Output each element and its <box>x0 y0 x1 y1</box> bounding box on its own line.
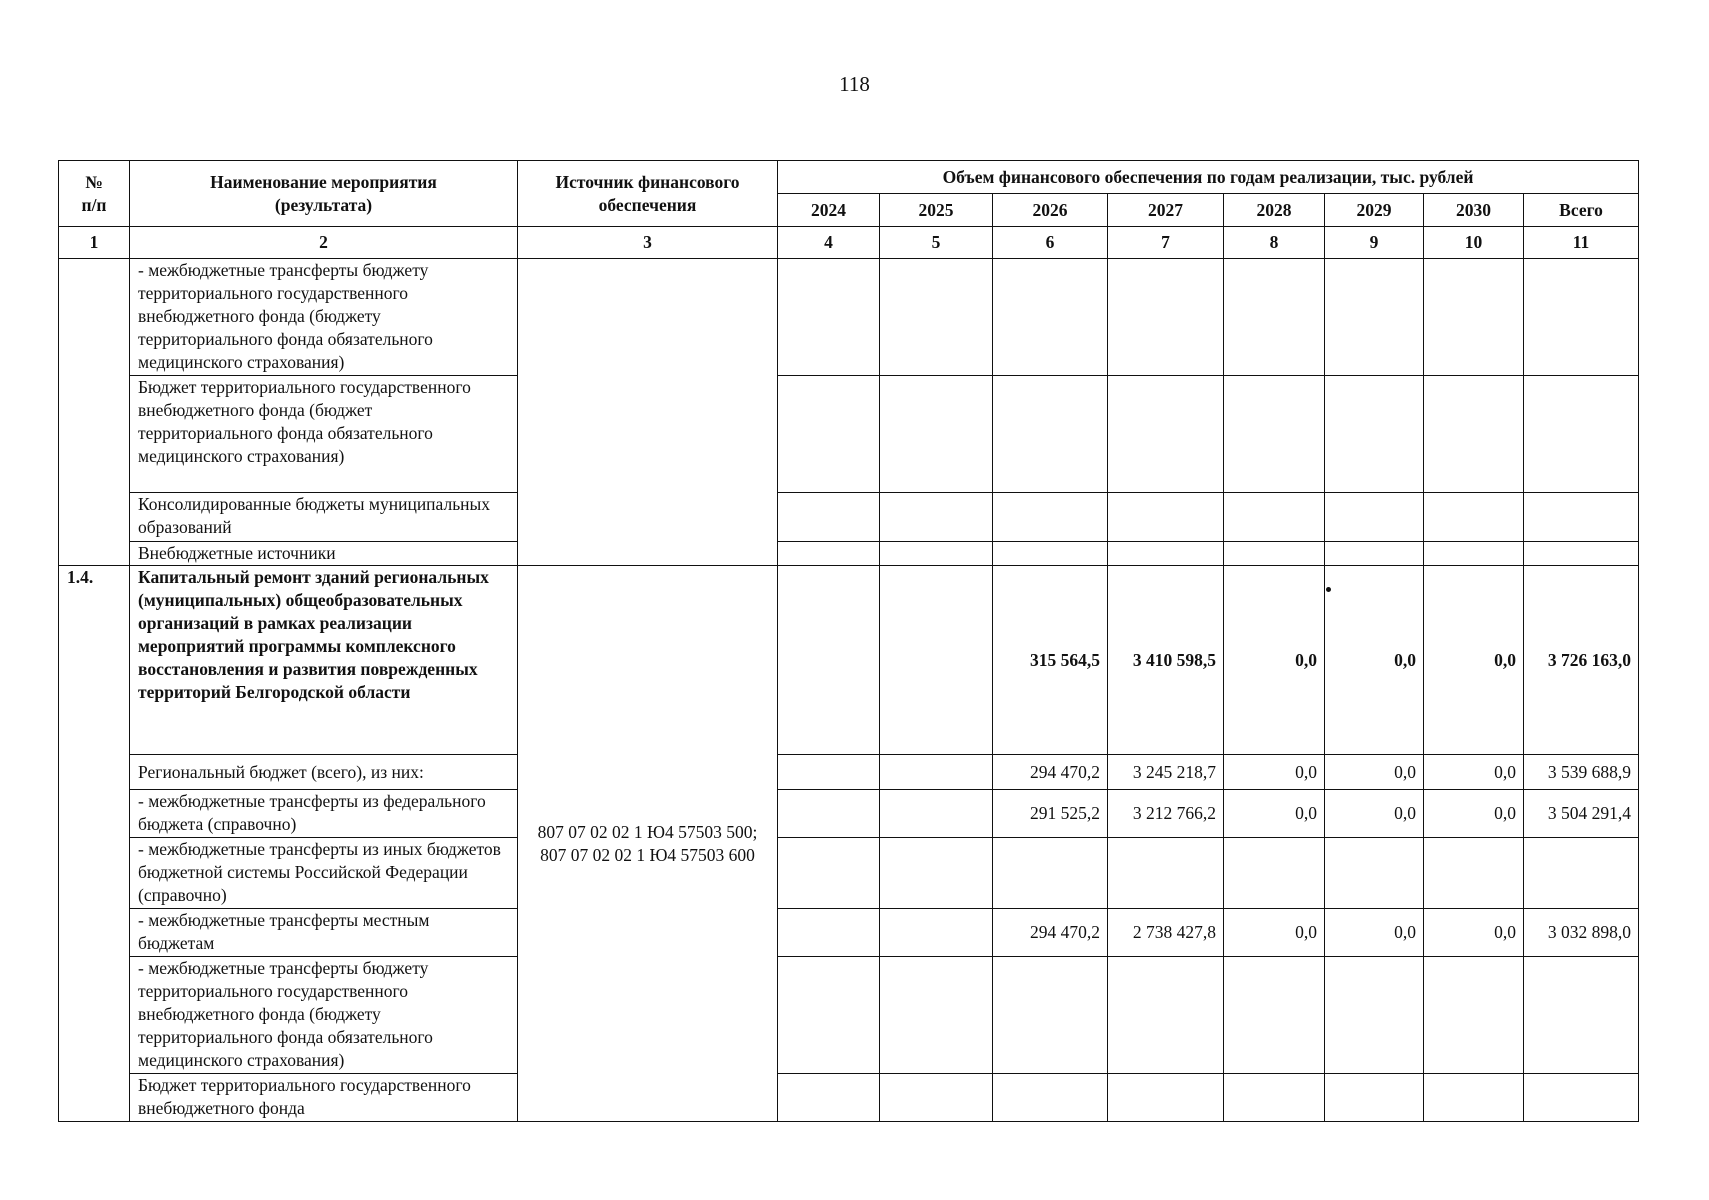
cell-2026: 294 470,2 <box>993 909 1108 957</box>
cell-2027: 3 245 218,7 <box>1108 755 1224 790</box>
cell-2027: 3 212 766,2 <box>1108 790 1224 838</box>
column-number: 5 <box>880 227 993 259</box>
cell-2024 <box>778 1074 880 1122</box>
cell-2028: 0,0 <box>1224 790 1325 838</box>
column-number: 7 <box>1108 227 1224 259</box>
cell-2029: 0,0 <box>1325 790 1424 838</box>
row-number: 1.4. <box>59 566 130 1122</box>
cell-2029: 0,0 <box>1325 909 1424 957</box>
cell-2027: 2 738 427,8 <box>1108 909 1224 957</box>
cell-2025 <box>880 755 993 790</box>
table-row <box>59 755 1639 790</box>
cell-2028 <box>1224 838 1325 909</box>
cell-2030: 0,0 <box>1424 566 1524 755</box>
table-row <box>59 909 1639 957</box>
cell-2030 <box>1424 838 1524 909</box>
row-source-empty <box>518 259 778 566</box>
cell-2029 <box>1325 957 1424 1074</box>
cell-2024 <box>778 838 880 909</box>
row-name: - межбюджетные трансферты из иных бюджетов бюджетной системы Российской Федерации (справочно) <box>130 838 518 909</box>
cell-2026: 294 470,2 <box>993 755 1108 790</box>
row-name: Капитальный ремонт зданий региональных (муниципальных) общеобразовательных организаций в рамках реализации мероприятий программы комплексного восстановления и развития поврежденных территорий Белгородской области <box>130 566 518 755</box>
cell-2028: 0,0 <box>1224 566 1325 755</box>
header-volume: Объем финансового обеспечения по годам реализации, тыс. рублей <box>778 161 1639 194</box>
row-name: Бюджет территориального государственного внебюджетного фонда <box>130 1074 518 1122</box>
budget-table <box>58 160 1639 1122</box>
header-year-2029: 2029 <box>1325 194 1424 227</box>
table-row <box>59 493 1639 542</box>
scan-speck <box>1326 587 1331 592</box>
cell-2030: 0,0 <box>1424 755 1524 790</box>
cell-2030: 0,0 <box>1424 909 1524 957</box>
cell-2027 <box>1108 838 1224 909</box>
row-name: - межбюджетные трансферты бюджету территориального государственного внебюджетного фонда (бюджету территориального фонда обязательного медицинского страхования) <box>130 259 518 376</box>
cell-2029: 0,0 <box>1325 755 1424 790</box>
header-year-2025: 2025 <box>880 194 993 227</box>
cell-2030 <box>1424 957 1524 1074</box>
cell-total: 3 539 688,9 <box>1524 755 1639 790</box>
column-number: 11 <box>1524 227 1639 259</box>
cell-2029: 0,0 <box>1325 566 1424 755</box>
cell-2028: 0,0 <box>1224 755 1325 790</box>
cell-2024 <box>778 755 880 790</box>
cell-2024 <box>778 566 880 755</box>
cell-2025 <box>880 838 993 909</box>
cell-2029 <box>1325 1074 1424 1122</box>
cell-2026: 291 525,2 <box>993 790 1108 838</box>
cell-total: 3 726 163,0 <box>1524 566 1639 755</box>
page-number: 118 <box>839 72 870 96</box>
column-number: 6 <box>993 227 1108 259</box>
header-year-2027: 2027 <box>1108 194 1224 227</box>
column-number: 3 <box>518 227 778 259</box>
cell-2027 <box>1108 957 1224 1074</box>
row-name: Консолидированные бюджеты муниципальных образований <box>130 493 518 542</box>
cell-2025 <box>880 957 993 1074</box>
cell-total <box>1524 1074 1639 1122</box>
row-name: - межбюджетные трансферты из федерального бюджета (справочно) <box>130 790 518 838</box>
row-number-empty <box>59 259 130 566</box>
cell-2025 <box>880 566 993 755</box>
table-row <box>59 376 1639 493</box>
cell-2025 <box>880 909 993 957</box>
header-total: Всего <box>1524 194 1639 227</box>
column-number: 2 <box>130 227 518 259</box>
column-number: 10 <box>1424 227 1524 259</box>
table-row <box>59 957 1639 1074</box>
row-source: 807 07 02 02 1 Ю4 57503 500; 807 07 02 02 1 Ю4 57503 600 <box>518 566 778 1122</box>
cell-total: 3 504 291,4 <box>1524 790 1639 838</box>
cell-total: 3 032 898,0 <box>1524 909 1639 957</box>
cell-2028: 0,0 <box>1224 909 1325 957</box>
header-year-2026: 2026 <box>993 194 1108 227</box>
cell-2026 <box>993 957 1108 1074</box>
cell-2027: 3 410 598,5 <box>1108 566 1224 755</box>
table-row <box>59 838 1639 909</box>
column-numbers-row <box>59 227 1639 259</box>
header-row <box>59 161 1639 194</box>
column-number: 8 <box>1224 227 1325 259</box>
header-name: Наименование мероприятия (результата) <box>130 161 518 227</box>
cell-2026 <box>993 838 1108 909</box>
row-name: Бюджет территориального государственного внебюджетного фонда (бюджет территориального фонда обязательного медицинского страхования) <box>130 376 518 493</box>
cell-2024 <box>778 957 880 1074</box>
table-row <box>59 790 1639 838</box>
cell-total <box>1524 957 1639 1074</box>
cell-2030 <box>1424 1074 1524 1122</box>
row-name: - межбюджетные трансферты местным бюджетам <box>130 909 518 957</box>
header-num: № п/п <box>59 161 130 227</box>
cell-2024 <box>778 790 880 838</box>
header-year-2028: 2028 <box>1224 194 1325 227</box>
table-row <box>59 566 1639 755</box>
column-number: 4 <box>778 227 880 259</box>
cell-2026 <box>993 1074 1108 1122</box>
cell-2030: 0,0 <box>1424 790 1524 838</box>
header-year-2030: 2030 <box>1424 194 1524 227</box>
table-row <box>59 1074 1639 1122</box>
row-name: Региональный бюджет (всего), из них: <box>130 755 518 790</box>
cell-2025 <box>880 1074 993 1122</box>
cell-2027 <box>1108 1074 1224 1122</box>
cell-total <box>1524 838 1639 909</box>
cell-2026: 315 564,5 <box>993 566 1108 755</box>
row-name: - межбюджетные трансферты бюджету территориального государственного внебюджетного фонда (бюджету территориального фонда обязательного медицинского страхования) <box>130 957 518 1074</box>
header-year-2024: 2024 <box>778 194 880 227</box>
column-number: 9 <box>1325 227 1424 259</box>
cell-2028 <box>1224 957 1325 1074</box>
table-row <box>59 542 1639 566</box>
cell-2025 <box>880 790 993 838</box>
cell-2028 <box>1224 1074 1325 1122</box>
cell-2024 <box>778 909 880 957</box>
row-name: Внебюджетные источники <box>130 542 518 566</box>
column-number: 1 <box>59 227 130 259</box>
table-row <box>59 259 1639 376</box>
header-source: Источник финансового обеспечения <box>518 161 778 227</box>
cell-2029 <box>1325 838 1424 909</box>
